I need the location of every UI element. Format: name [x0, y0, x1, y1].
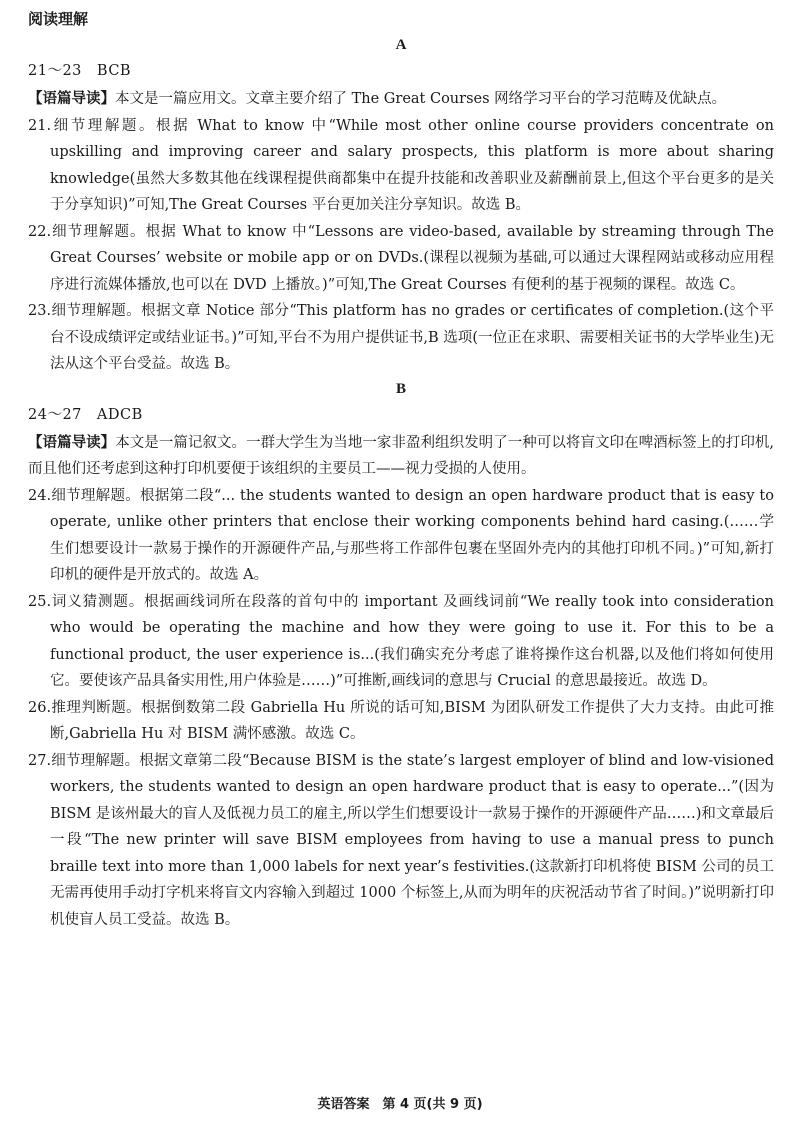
part-a [28, 34, 774, 378]
question-explanation [28, 589, 774, 695]
part-letter: B [395, 380, 406, 397]
question-explanation [28, 695, 774, 748]
question-number: 21. [28, 117, 52, 134]
passage-guide [28, 430, 774, 483]
question-number: 25. [28, 593, 52, 610]
explanation-text: 细节理解题。根据文章第二段“Because BISM is the state’s largest employer of blind and low-visioned workers, the students wanted to design an open hardware product that is easy to operate...”(因为 BISM 是该州最大的盲人及低视力员工的雇主,所以学生们想要设计一款易于操作的开源硬件产品……)和文章最后一段“The new printer will save BISM employees from having to use a manual press to punch braille text into more than 1,000 labels for next year’s festivities.(这款新打印机将使 BISM 公司的员工无需再使用手动打字机来将盲文内容输入到超过 1000 个标签上,从而为明年的庆祝活动节省了时间。)”说明新打印机使盲人员工受益。故选 B。 [50, 752, 774, 928]
guide-tag: 【语篇导读】 [28, 91, 115, 107]
guide-text: 本文是一篇记叙文。一群大学生为当地一家非盈利组织发明了一种可以将盲文印在啤酒标签上的打印机,而且他们还考虑到这种打印机要便于该组织的主要员工——视力受损的人使用。 [28, 434, 775, 477]
question-explanation [28, 113, 774, 219]
explanation-text: 细节理解题。根据 What to know 中“While most other online course providers concentrate on upskilling and improving career and salary prospects, this platform is more about sharing knowledge(虽然大多数其他在线课程提供商都集中在提升技能和改善职业及薪酬前景上,但这个平台更多的是关于分享知识)”可知,The Great Courses 平台更加关注分享知识。故选 B。 [50, 117, 774, 213]
answer-key: 21～23 BCB [28, 63, 132, 79]
explanation-text: 细节理解题。根据文章 Notice 部分“This platform has no grades or certificates of completion.(这个平台不设成绩评定或结业证书。)”可知,平台不为用户提供证书,B 选项(一位正在求职、需要相关证书的大学毕业生)无法从这个平台受益。故选 B。 [50, 303, 774, 372]
passage-guide [28, 86, 774, 113]
question-number: 22. [28, 223, 52, 240]
question-number: 26. [28, 699, 52, 716]
part-letter: A [395, 37, 407, 53]
question-explanation [28, 483, 774, 589]
part-b [28, 378, 774, 934]
section-title: 阅读理解 [28, 10, 89, 28]
guide-tag: 【语篇导读】 [28, 434, 116, 451]
explanation-text: 词义猜测题。根据画线词所在段落的首句中的 important 及画线词前“We really took into consideration who would be operating the machine and how they were going to use it. For this to be a functional product, the user experience is...(我们确实充分考虑了谁将操作这台机器,以及他们将如何使用它。要使该产品具备实用性,用户体验是……)”可推断,画线词的意思与 Crucial 的意思最接近。故选 D。 [50, 593, 774, 689]
question-number: 23. [28, 303, 52, 319]
question-explanation [28, 219, 774, 299]
explanation-text: 推理判断题。根据倒数第二段 Gabriella Hu 所说的话可知,BISM 为团队研发工作提供了大力支持。由此可推断,Gabriella Hu 对 BISM 满怀感激。故选 C。 [50, 699, 774, 742]
guide-text: 本文是一篇应用文。文章主要介绍了 The Great Courses 网络学习平台的学习范畴及优缺点。 [115, 91, 727, 107]
page-footer: 英语答案 第 4 页(共 9 页) [317, 1097, 483, 1112]
answer-key: 24～27 ADCB [28, 406, 143, 423]
question-number: 24. [28, 487, 52, 504]
explanation-text: 细节理解题。根据 What to know 中“Lessons are video-based, available by streaming through The Great Courses’ website or mobile app or on DVDs.(课程以视频为基础,可以通过大课程网站或移动应用程序进行流媒体播放,也可以在 DVD 上播放。)”可知,The Great Courses 有便利的基于视频的课程。故选 C。 [50, 223, 774, 293]
question-explanation [28, 298, 774, 378]
explanation-text: 细节理解题。根据第二段“... the students wanted to design an open hardware product that is easy to operate, unlike other printers that enclose their working components behind hard casing.(……学生们想要设计一款易于操作的开源硬件产品,与那些将工作部件包裹在坚固外壳内的其他打印机不同。)”可知,新打印机的硬件是开放式的。故选 A。 [50, 487, 774, 583]
question-explanation [28, 748, 774, 934]
question-number: 27. [28, 752, 52, 769]
